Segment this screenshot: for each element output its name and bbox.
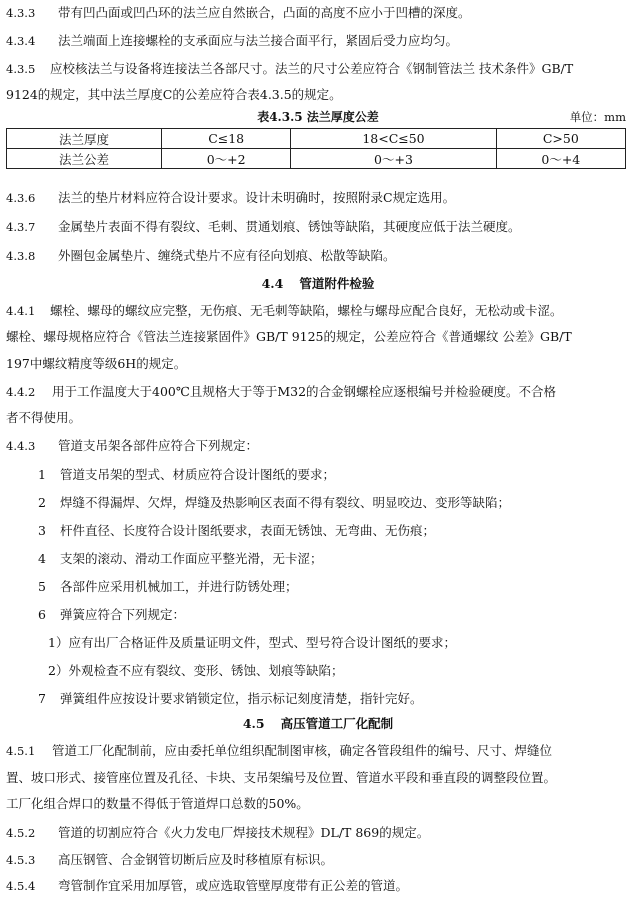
clause-text: 应校核法兰与设备将连接法兰各部尺寸。法兰的尺寸公差应符合《钢制管法兰 技术条件》GB/T — [50, 61, 574, 76]
table-unit: 单位：mm — [569, 110, 626, 124]
section-heading-4-4 — [0, 273, 636, 295]
clause-4-4-3 — [0, 435, 636, 457]
list-item-4 — [0, 548, 636, 570]
clause-text: 螺栓、螺母的螺纹应完整，无伤痕、无毛刺等缺陷，螺栓与螺母应配合良好，无松动或卡涩。 — [50, 303, 563, 318]
list-item-number: 6 — [38, 607, 46, 622]
clause-continuation: 工厂化组合焊口的数量不得低于管道焊口总数的50%。 — [6, 796, 309, 811]
clause-4-5-1 — [0, 740, 636, 762]
clause-4-3-7 — [0, 216, 636, 238]
clause-continuation: 置、坡口形式、接管座位置及孔径、卡块、支吊架编号及位置、管道水平段和垂直段的调整段位置。 — [6, 770, 557, 785]
table-cell: 法兰厚度 — [7, 129, 162, 149]
table-row — [7, 129, 626, 149]
clause-4-5-4 — [0, 875, 636, 897]
clause-number: 4.4.1 — [6, 304, 36, 318]
clause-4-4-1-cont2 — [0, 353, 636, 375]
clause-continuation: 9124的规定，其中法兰厚度C的公差应符合表4.3.5的规定。 — [6, 87, 342, 102]
clause-number: 4.3.8 — [6, 249, 36, 263]
list-item-number: 2 — [38, 495, 46, 510]
clause-text: 管道的切割应符合《火力发电厂焊接技术规程》DL/T 869的规定。 — [58, 825, 430, 840]
sub-item-2 — [0, 660, 636, 682]
clause-number: 4.3.7 — [6, 220, 36, 234]
clause-number: 4.3.5 — [6, 62, 36, 76]
tolerance-table — [6, 128, 626, 169]
table-cell: C>50 — [496, 129, 625, 149]
list-item-text: 焊缝不得漏焊、欠焊，焊缝及热影响区表面不得有裂纹、明显咬边、变形等缺陷； — [60, 495, 511, 510]
list-item-text: 杆件直径、长度符合设计图纸要求，表面无锈蚀、无弯曲、无伤痕； — [60, 523, 436, 538]
clause-number: 4.5.4 — [6, 879, 36, 893]
clause-continuation: 螺栓、螺母规格应符合《管法兰连接紧固件》GB/T 9125的规定，公差应符合《普通螺纹 公差》GB/T — [6, 329, 572, 344]
table-title: 表4.3.5 法兰厚度公差 — [257, 110, 379, 124]
list-item-number: 4 — [38, 551, 46, 566]
list-item-6 — [0, 604, 636, 626]
clause-text: 外圈包金属垫片、缠绕式垫片不应有径向划痕、松散等缺陷。 — [58, 248, 396, 263]
list-item-1 — [0, 464, 636, 486]
clause-text: 法兰端面上连接螺栓的支承面应与法兰接合面平行，紧固后受力应均匀。 — [58, 33, 459, 48]
clause-4-3-4 — [0, 30, 636, 52]
table-cell: 法兰公差 — [7, 149, 162, 169]
clause-text: 带有凹凸面或凹凸环的法兰应自然嵌合，凸面的高度不应小于凹槽的深度。 — [58, 5, 471, 20]
list-item-number: 1 — [38, 467, 46, 482]
list-item-2 — [0, 492, 636, 514]
table-cell: 0～+3 — [291, 149, 496, 169]
list-item-number: 5 — [38, 579, 46, 594]
list-item-text: 弹簧组件应按设计要求销锁定位，指示标记刻度清楚，指针完好。 — [60, 691, 423, 706]
list-item-text: 支架的滚动、滑动工作面应平整光滑，无卡涩； — [60, 551, 323, 566]
list-item-number: 3 — [38, 523, 46, 538]
clause-4-3-3 — [0, 2, 636, 24]
clause-text: 法兰的垫片材料应符合设计要求。设计未明确时，按照附录C规定选用。 — [58, 190, 456, 205]
clause-continuation: 者不得使用。 — [6, 410, 82, 425]
section-number: 4.5 — [242, 716, 265, 731]
clause-text: 用于工作温度大于400℃且规格大于等于M32的合金钢螺栓应逐根编号并检验硬度。不合格 — [52, 384, 557, 399]
clause-text: 弯管制作宜采用加厚管，或应选取管壁厚度带有正公差的管道。 — [58, 878, 409, 893]
clause-number: 4.4.3 — [6, 439, 36, 453]
table-cell: 0～+2 — [162, 149, 291, 169]
section-number: 4.4 — [261, 276, 284, 291]
clause-number: 4.5.2 — [6, 826, 36, 840]
clause-text: 管道支吊架各部件应符合下列规定： — [58, 438, 259, 453]
list-item-3 — [0, 520, 636, 542]
sub-item-text: 1）应有出厂合格证件及质量证明文件，型式、型号符合设计图纸的要求； — [48, 635, 456, 650]
table-row — [7, 149, 626, 169]
clause-number: 4.3.4 — [6, 34, 36, 48]
sub-item-1 — [0, 632, 636, 654]
clause-text: 高压钢管、合金钢管切断后应及时移植原有标识。 — [58, 852, 334, 867]
clause-4-5-2 — [0, 822, 636, 844]
table-cell: 0～+4 — [496, 149, 625, 169]
list-item-text: 管道支吊架的型式、材质应符合设计图纸的要求； — [60, 467, 336, 482]
clause-text: 管道工厂化配制前，应由委托单位组织配制图审核，确定各管段组件的编号、尺寸、焊缝位 — [52, 743, 553, 758]
clause-4-5-3 — [0, 849, 636, 871]
clause-4-3-5 — [0, 58, 636, 80]
list-item-7 — [0, 688, 636, 710]
clause-4-4-2 — [0, 381, 636, 403]
clause-continuation: 197中螺纹精度等级6H的规定。 — [6, 356, 187, 371]
section-heading-4-5 — [0, 713, 636, 735]
sub-item-text: 2）外观检查不应有裂纹、变形、锈蚀、划痕等缺陷； — [48, 663, 344, 678]
clause-number: 4.5.3 — [6, 853, 36, 867]
clause-number: 4.3.6 — [6, 191, 36, 205]
clause-text: 金属垫片表面不得有裂纹、毛刺、贯通划痕、锈蚀等缺陷，其硬度应低于法兰硬度。 — [58, 219, 521, 234]
list-item-text: 各部件应采用机械加工，并进行防锈处理； — [60, 579, 298, 594]
list-item-5 — [0, 576, 636, 598]
clause-4-3-6 — [0, 187, 636, 209]
clause-4-4-2-cont — [0, 407, 636, 429]
list-item-number: 7 — [38, 691, 46, 706]
clause-4-3-5-cont — [0, 84, 636, 106]
table-cell: C≤18 — [162, 129, 291, 149]
clause-4-4-1 — [0, 300, 636, 322]
table-cell: 18<C≤50 — [291, 129, 496, 149]
list-item-text: 弹簧应符合下列规定： — [60, 607, 186, 622]
clause-4-4-1-cont — [0, 326, 636, 348]
clause-number: 4.5.1 — [6, 744, 36, 758]
clause-number: 4.3.3 — [6, 6, 36, 20]
section-title: 高压管道工厂化配制 — [280, 716, 394, 731]
clause-number: 4.4.2 — [6, 385, 36, 399]
clause-4-3-8 — [0, 245, 636, 267]
clause-4-5-1-cont — [0, 767, 636, 789]
clause-4-5-1-cont2 — [0, 793, 636, 815]
section-title: 管道附件检验 — [299, 276, 375, 291]
